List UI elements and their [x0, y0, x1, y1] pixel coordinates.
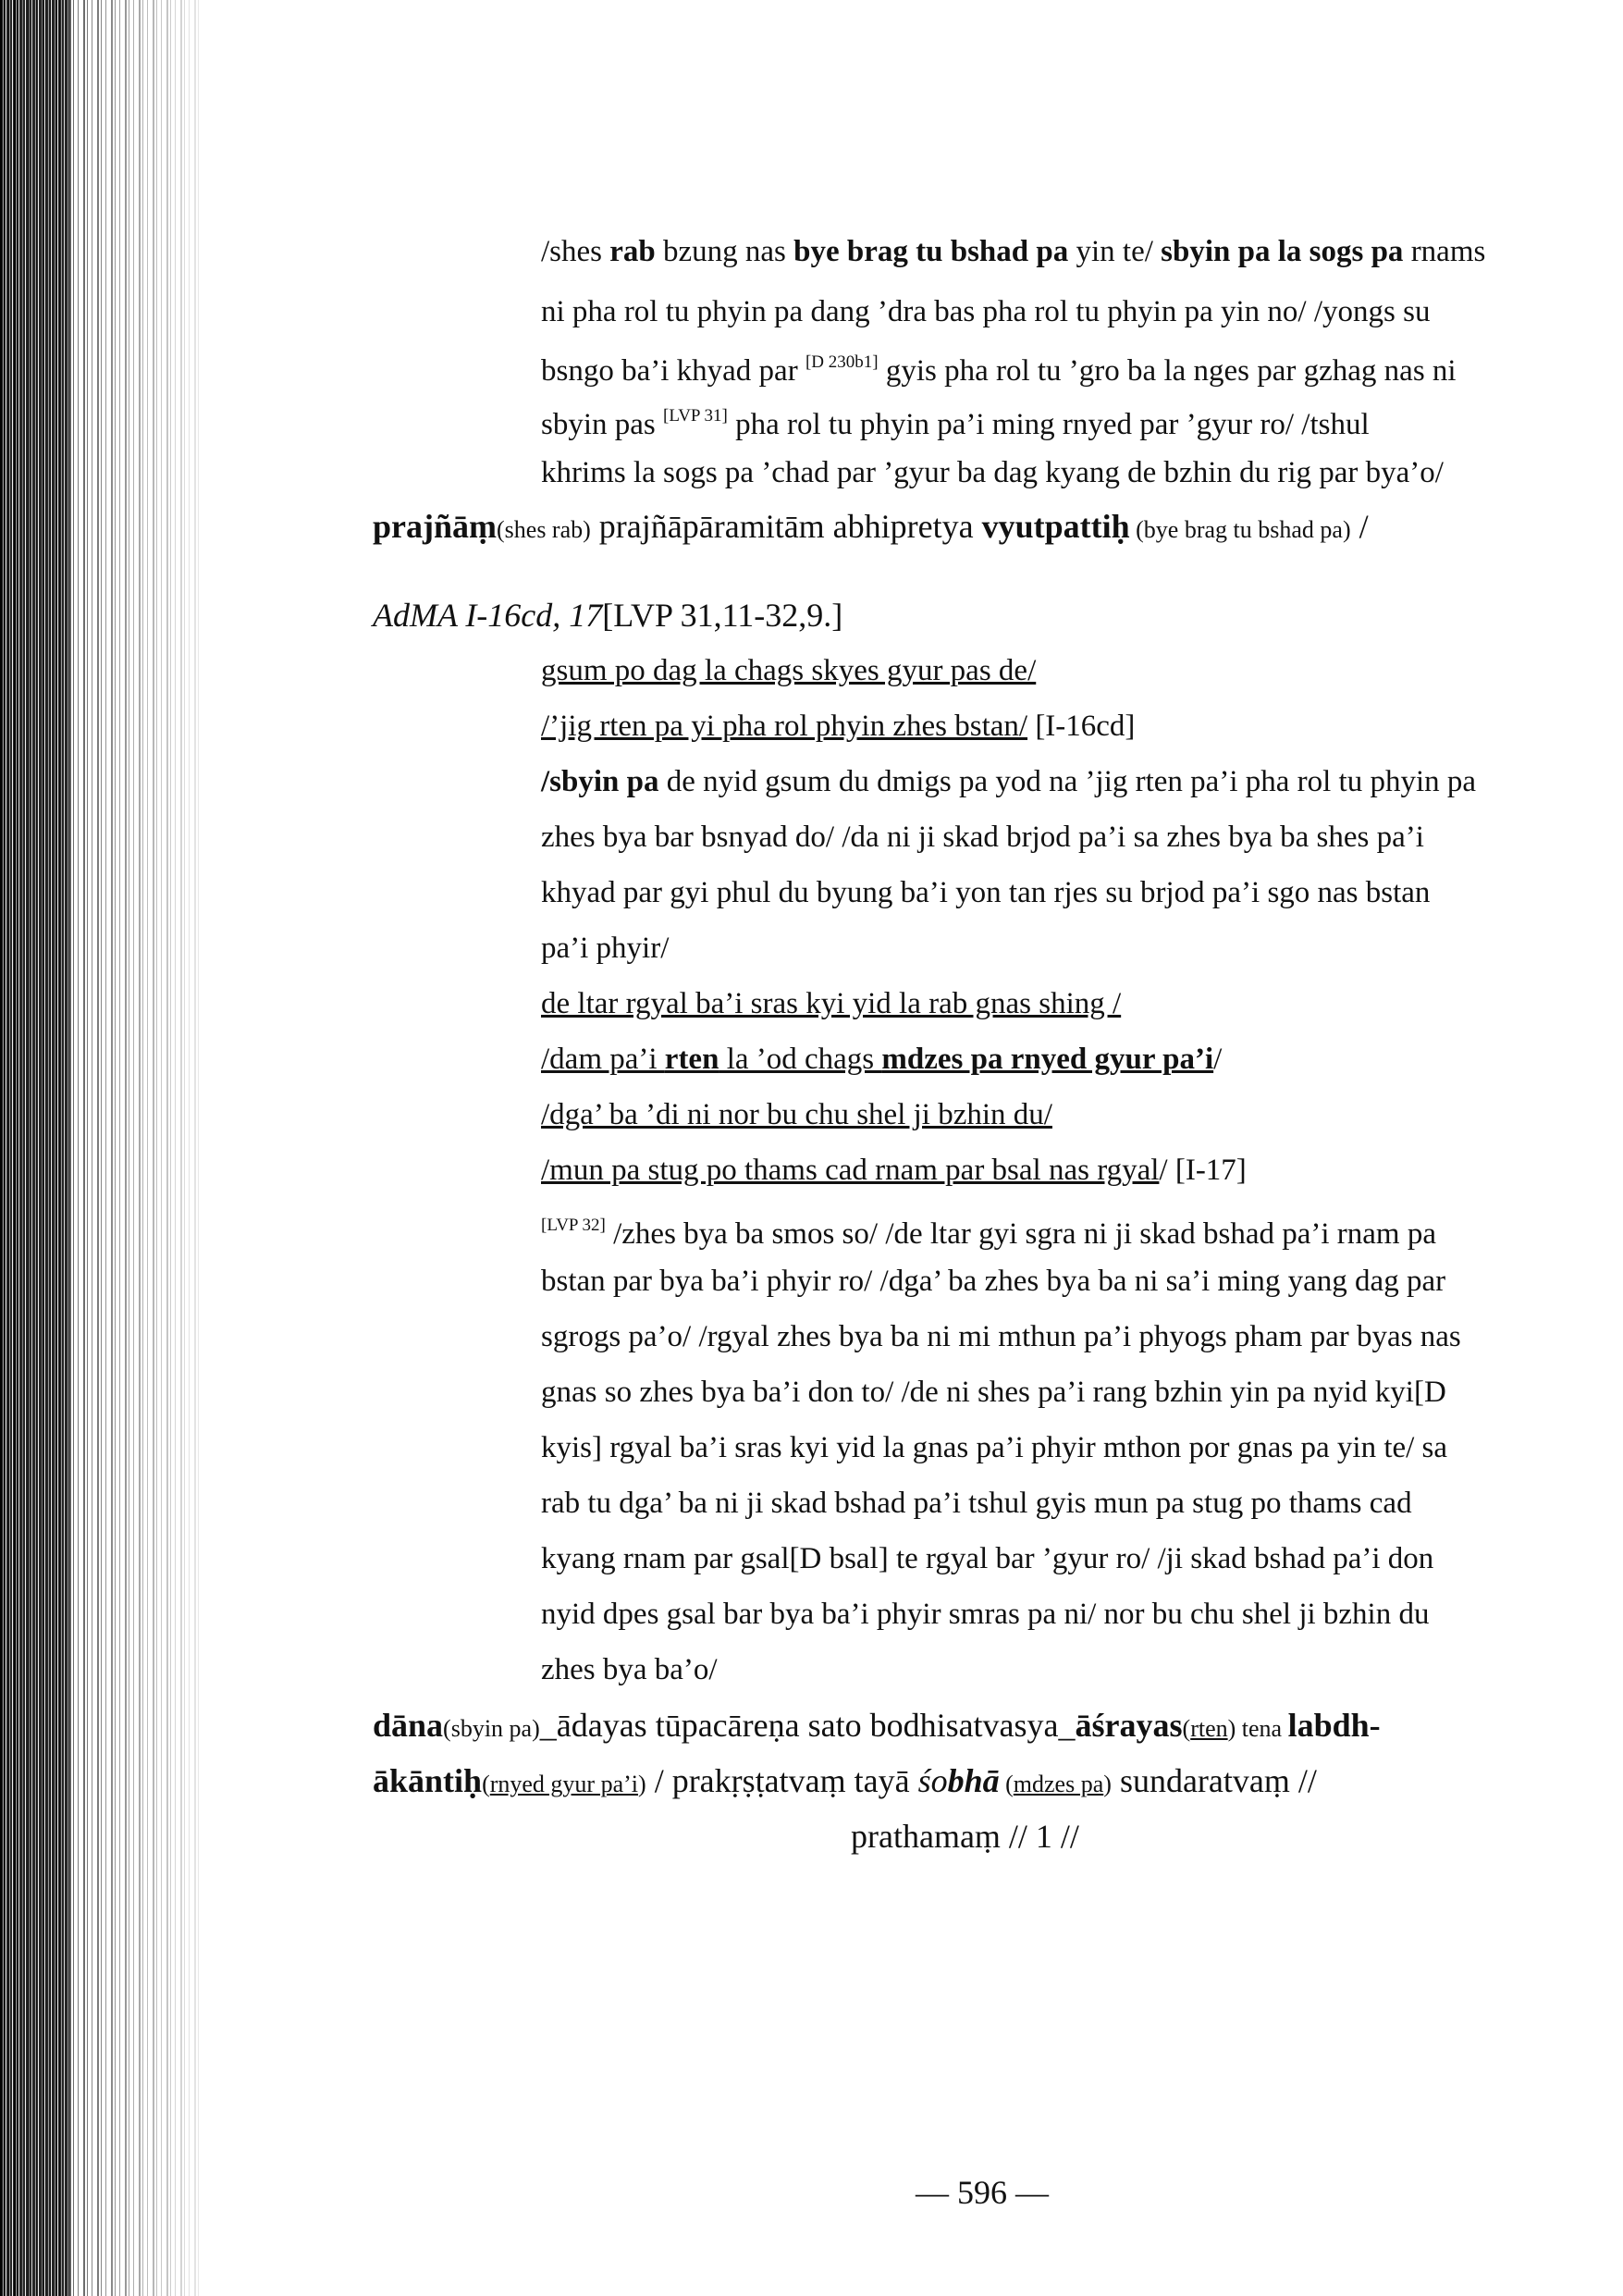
- sanskrit-line: [373, 1707, 1381, 1747]
- tibetan-line: rab tu dga’ ba ni ji skad bshad pa’i tshul gyis mun pa stug po thams cad: [541, 1487, 1412, 1520]
- verse-line: [541, 1041, 1222, 1078]
- sanskrit-line: [373, 1762, 1317, 1803]
- tibetan-line: zhes bya ba’o/: [541, 1653, 718, 1686]
- verse-text: la ’od chags: [719, 1043, 882, 1076]
- sanskrit-line: prathamaṃ // 1 //: [851, 1818, 1079, 1855]
- gloss: ): [638, 1771, 646, 1797]
- tibetan-line: khrims la sogs pa ’chad par ’gyur ba dag kyang de bzhin du rig par bya’o/: [541, 456, 1444, 489]
- text-run: /zhes bya ba smos so/ /de ltar gyi sgra ni ji skad bshad pa’i rnam pa: [605, 1217, 1436, 1251]
- verse-line: gsum po dag la chags skyes gyur pas de/: [541, 654, 1037, 687]
- bold-term: bhā: [947, 1762, 1000, 1799]
- gloss: ): [1103, 1771, 1112, 1797]
- text-run: bsngo ba’i khyad par: [541, 354, 805, 388]
- section-heading: [373, 597, 842, 634]
- bold-term: sbyin pa la sogs pa: [1161, 235, 1404, 268]
- text-run: yin te/: [1068, 235, 1162, 268]
- tibetan-line: zhes bya bar bsnyad do/ /da ni ji skad brjod pa’i sa zhes bya ba shes pa’i: [541, 821, 1424, 854]
- sanskrit-line: [373, 508, 1369, 549]
- verse-text: /’jig rten pa yi pha rol phyin zhes bstan/: [541, 710, 1028, 743]
- folio-marker: [LVP 32]: [541, 1216, 606, 1235]
- gloss: (bye brag tu bshad pa): [1129, 516, 1351, 543]
- gloss: (shes rab): [497, 516, 591, 543]
- gloss: ) tena: [1227, 1715, 1288, 1742]
- gloss: (sbyin pa): [443, 1715, 540, 1742]
- tibetan-line: [541, 398, 1370, 443]
- verse-text: /: [1213, 1043, 1223, 1076]
- bold-term: bye brag tu bshad pa: [793, 235, 1069, 268]
- tibetan-line: [541, 233, 1485, 270]
- folio-marker: [LVP 31]: [663, 406, 728, 426]
- verse-text: /mun pa stug po thams cad rnam par bsal nas rgyal: [541, 1154, 1160, 1187]
- verse-line: [541, 1152, 1247, 1189]
- gloss: (: [1182, 1715, 1191, 1742]
- text-run: prajñāpāramitām abhipretya: [590, 508, 982, 545]
- verse-line: [541, 708, 1135, 745]
- text-run: _ādayas tūpacāreṇa sato bodhisatvasya_: [539, 1707, 1076, 1744]
- bold-term: mdzes pa rnyed gyur pa’i: [881, 1043, 1214, 1076]
- bold-term: ākāntiḥ: [373, 1762, 483, 1799]
- bold-term: rab: [609, 235, 656, 268]
- bold-term: prajñāṃ: [373, 508, 497, 545]
- tibetan-line: pa’i phyir/: [541, 932, 670, 965]
- text-run: gyis pha rol tu ’gro ba la nges par gzhag nas ni: [878, 354, 1457, 388]
- text-run: /: [1350, 508, 1369, 545]
- bold-term: /sbyin pa: [541, 765, 659, 798]
- text-run: bzung nas: [655, 235, 794, 268]
- heading-reference: [LVP 31,11-32,9.]: [602, 597, 843, 634]
- heading-title: AdMA I-16cd, 17: [373, 597, 603, 634]
- gloss: mdzes pa: [1013, 1771, 1104, 1797]
- gloss: (: [482, 1771, 490, 1797]
- text-run: rnams: [1403, 235, 1486, 268]
- verse-text: /dga’ ba ’di ni nor bu chu shel ji bzhin du/: [541, 1098, 1052, 1131]
- tibetan-line: nyid dpes gsal bar bya ba’i phyir smras pa ni/ nor bu chu shel ji bzhin du: [541, 1598, 1430, 1631]
- verse-number: [I-16cd]: [1027, 710, 1136, 743]
- verse-line: de ltar rgyal ba’i sras kyi yid la rab gnas shing /: [541, 987, 1122, 1020]
- verse-number: / [I-17]: [1159, 1154, 1247, 1187]
- bold-term: vyutpattiḥ: [981, 508, 1130, 545]
- tibetan-line: sgrogs pa’o/ /rgyal zhes bya ba ni mi mthun pa’i phyogs pham par byas nas: [541, 1320, 1461, 1353]
- page-number: — 596 —: [916, 2174, 1049, 2211]
- tibetan-line: khyad par gyi phul du byung ba’i yon tan rjes su brjod pa’i sgo nas bstan: [541, 876, 1431, 909]
- text-run: sbyin pas: [541, 408, 663, 441]
- tibetan-line: gnas so zhes bya ba’i don to/ /de ni shes pa’i rang bzhin yin pa nyid kyi[D: [541, 1376, 1446, 1409]
- text-run: sundaratvaṃ //: [1111, 1762, 1317, 1799]
- text-run: pha rol tu phyin pa’i ming rnyed par ’gyur ro/ /tshul: [727, 408, 1370, 441]
- tibetan-line: kyang rnam par gsal[D bsal] te rgyal bar ’gyur ro/ /ji skad bshad pa’i don: [541, 1542, 1434, 1575]
- text-run: de nyid gsum du dmigs pa yod na ’jig rten pa’i pha rol tu phyin pa: [658, 765, 1477, 798]
- verse-text: /dam pa’i: [541, 1043, 665, 1076]
- text-run: śo: [917, 1762, 948, 1799]
- gloss: rten: [1190, 1715, 1228, 1742]
- bold-term: dāna: [373, 1707, 444, 1744]
- tibetan-line: [541, 1207, 1436, 1253]
- gloss: (: [999, 1771, 1014, 1797]
- text-run: /shes: [541, 235, 610, 268]
- bold-term: rten: [664, 1043, 719, 1076]
- gloss: rnyed gyur pa’i: [489, 1771, 639, 1797]
- text-run: / prakṛṣṭatvaṃ tayā: [646, 1762, 918, 1799]
- bold-term: labdh-: [1287, 1707, 1381, 1744]
- tibetan-line: ni pha rol tu phyin pa dang ’dra bas pha rol tu phyin pa yin no/ /yongs su: [541, 295, 1431, 328]
- tibetan-line: bstan par bya ba’i phyir ro/ /dga’ ba zhes bya ba ni sa’i ming yang dag par: [541, 1265, 1446, 1298]
- tibetan-line: kyis] rgyal ba’i sras kyi yid la gnas pa’i phyir mthon por gnas pa yin te/ sa: [541, 1431, 1448, 1464]
- bold-term: āśrayas: [1075, 1707, 1183, 1744]
- tibetan-line: [541, 763, 1476, 800]
- folio-marker: [D 230b1]: [805, 352, 879, 372]
- verse-line: [541, 1096, 1052, 1133]
- book-binding-shadow: [0, 0, 199, 2296]
- tibetan-line: [541, 344, 1457, 389]
